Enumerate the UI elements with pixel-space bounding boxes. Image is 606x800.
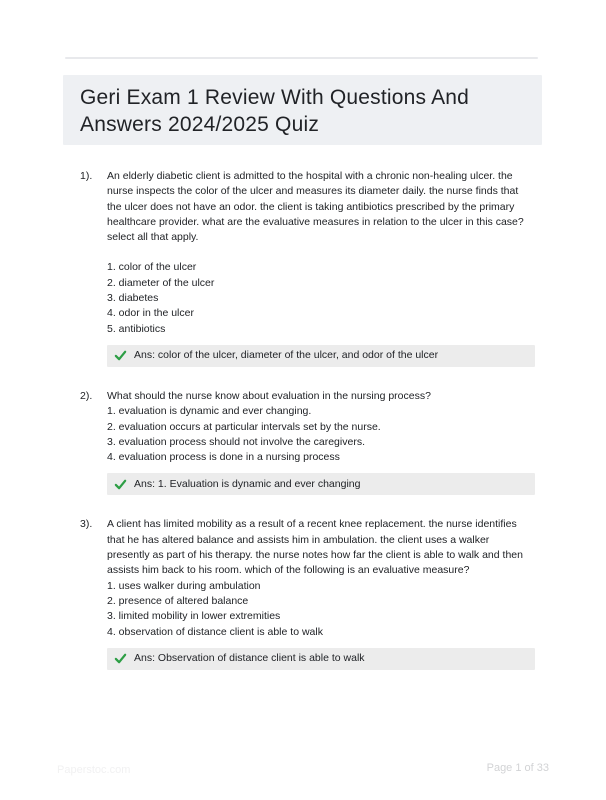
document-title-card: [63, 75, 542, 145]
option-line: 2. diameter of the ulcer: [107, 276, 215, 289]
question-text: [107, 517, 542, 578]
question-text-line: presently as part of his therapy. the nurse notes how far the client is able to walk and then: [107, 549, 523, 562]
option-line: 5. antibiotics: [107, 322, 166, 335]
question-number: 3).: [80, 518, 93, 531]
page-title-line: Geri Exam 1 Review With Questions And: [80, 86, 470, 109]
option-line: 3. limited mobility in lower extremities: [107, 610, 281, 623]
page-title-line: Answers 2024/2025 Quiz: [80, 113, 320, 136]
question-text-line: that he has altered balance and assists him in ambulation. the client uses a walker: [107, 533, 490, 546]
answer-box: [107, 648, 535, 670]
question-block-1: [80, 169, 542, 367]
question-block-2: [80, 389, 542, 495]
option-line: 1. uses walker during ambulation: [107, 579, 261, 592]
document-page: [63, 57, 542, 692]
question-options: [107, 404, 542, 465]
option-line: 2. evaluation occurs at particular intervals set by the nurse.: [107, 420, 381, 433]
question-text-line: nurse inspects the color of the ulcer and measures its diameter daily. the nurse finds that: [107, 185, 519, 198]
question-text-line: the ulcer does not have an odor. the client is taking antibiotics prescribed by the primary: [107, 200, 515, 213]
question-options: [107, 260, 542, 336]
question-text: [107, 169, 542, 245]
check-icon: [114, 349, 127, 362]
option-line: 1. evaluation is dynamic and ever changing.: [107, 405, 312, 418]
question-list: [63, 169, 542, 670]
check-icon: [114, 478, 127, 491]
question-text-line: select all that apply.: [107, 231, 199, 244]
option-line: 4. observation of distance client is able to walk: [107, 625, 323, 638]
question-text: [107, 389, 542, 404]
answer-text: Ans: color of the ulcer, diameter of the ulcer, and odor of the ulcer: [134, 349, 439, 362]
page-title: [80, 84, 526, 138]
question-body: [107, 517, 542, 669]
option-line: 1. color of the ulcer: [107, 261, 197, 274]
watermark-link: Paperstoc.com: [57, 764, 131, 776]
question-number: 1).: [80, 170, 93, 182]
question-text-line: An elderly diabetic client is admitted to the hospital with a chronic non-healing ulcer. the: [107, 170, 513, 182]
question-body: [107, 389, 542, 495]
answer-text: Ans: 1. Evaluation is dynamic and ever changing: [134, 477, 361, 490]
check-icon: [114, 652, 127, 665]
question-text-line: A client has limited mobility as a result of a recent knee replacement. the nurse identifies: [107, 518, 517, 531]
question-body: [107, 169, 542, 367]
question-number: 2).: [80, 389, 93, 402]
question-text-line: assists him back to his room. which of the following is an evaluative measure?: [107, 564, 470, 577]
question-options: [107, 579, 542, 640]
option-line: 3. diabetes: [107, 292, 159, 305]
option-line: 4. evaluation process is done in a nursing process: [107, 451, 340, 464]
answer-text: Ans: Observation of distance client is able to walk: [134, 652, 365, 665]
page-indicator: Page 1 of 33: [486, 762, 549, 774]
answer-box: [107, 473, 535, 495]
question-text-line: What should the nurse know about evaluation in the nursing process?: [107, 389, 431, 402]
option-line: 3. evaluation process should not involve the caregivers.: [107, 435, 365, 448]
top-divider: [65, 57, 538, 59]
question-text-line: healthcare provider. what are the evaluative measures in relation to the ulcer in this case?: [107, 215, 524, 228]
answer-box: [107, 345, 535, 367]
question-block-3: [80, 517, 542, 669]
option-line: 2. presence of altered balance: [107, 594, 249, 607]
option-line: 4. odor in the ulcer: [107, 307, 194, 320]
